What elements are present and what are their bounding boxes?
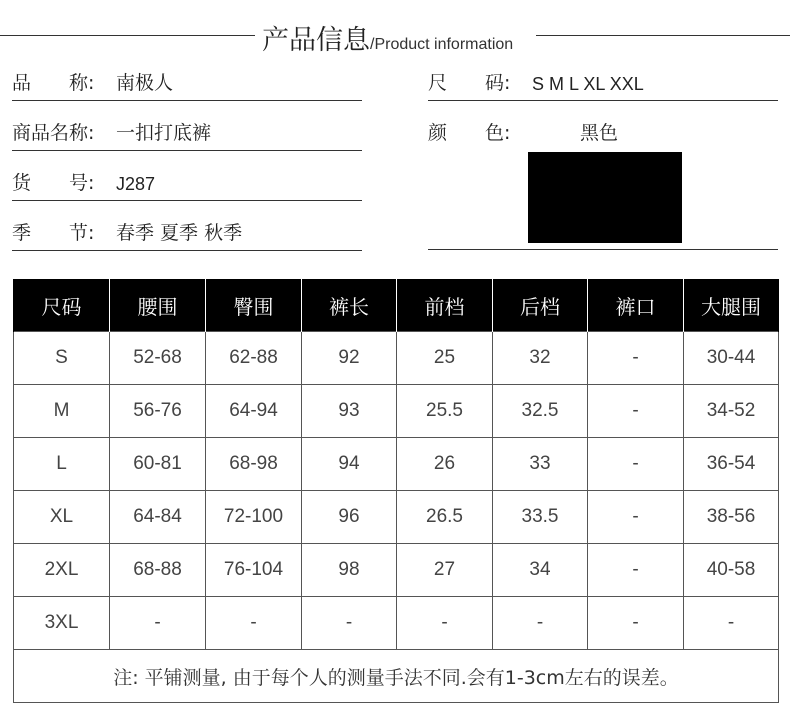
table-cell: 34 <box>493 544 588 597</box>
table-row <box>14 597 779 650</box>
header-waist: 腰围 <box>110 279 206 332</box>
info-season: 季 节: 春季 夏季 秋季 <box>12 214 362 251</box>
table-cell: - <box>493 597 588 650</box>
table-cell: 40-58 <box>684 544 779 597</box>
table-cell: 25.5 <box>397 385 493 438</box>
table-cell: 96 <box>302 491 397 544</box>
info-size: 尺 码: S M L XL XXL <box>428 64 778 101</box>
table-cell: M <box>14 385 110 438</box>
table-cell: 36-54 <box>684 438 779 491</box>
header-hem: 裤口 <box>588 279 684 332</box>
title-en: /Product information <box>370 36 514 53</box>
section-title <box>262 18 513 57</box>
info-item-number: 货 号: J287 <box>12 164 362 201</box>
table-cell: - <box>588 544 684 597</box>
table-cell: 26 <box>397 438 493 491</box>
table-cell: 94 <box>302 438 397 491</box>
table-cell: 56-76 <box>110 385 206 438</box>
header-rule-right <box>536 35 790 36</box>
brand-value: 南极人 <box>116 72 174 94</box>
color-row-rule <box>428 249 778 250</box>
table-cell: - <box>302 597 397 650</box>
header-back-rise: 后档 <box>493 279 588 332</box>
product-name-value: 一扣打底裤 <box>116 122 212 144</box>
table-cell: - <box>397 597 493 650</box>
info-product-name: 商品名称: 一扣打底裤 <box>12 114 362 151</box>
table-cell: - <box>588 385 684 438</box>
table-cell: - <box>110 597 206 650</box>
table-cell: 52-68 <box>110 332 206 385</box>
color-swatch <box>528 152 682 243</box>
color-value: 黑色 <box>580 122 619 144</box>
header-length: 裤长 <box>302 279 397 332</box>
size-table <box>13 279 779 703</box>
table-cell: S <box>14 332 110 385</box>
table-cell: 64-94 <box>206 385 302 438</box>
table-cell: 60-81 <box>110 438 206 491</box>
table-cell: - <box>684 597 779 650</box>
table-cell: - <box>588 438 684 491</box>
table-cell: XL <box>14 491 110 544</box>
info-color: 颜 色: 黑色 <box>428 114 778 150</box>
table-row <box>14 385 779 438</box>
table-cell: - <box>588 597 684 650</box>
table-cell: 64-84 <box>110 491 206 544</box>
table-cell: 32.5 <box>493 385 588 438</box>
table-cell: 68-98 <box>206 438 302 491</box>
table-cell: 72-100 <box>206 491 302 544</box>
table-cell: 68-88 <box>110 544 206 597</box>
table-cell: - <box>588 491 684 544</box>
table-cell: 27 <box>397 544 493 597</box>
table-cell: 2XL <box>14 544 110 597</box>
table-cell: 3XL <box>14 597 110 650</box>
item-number-value: J287 <box>116 174 156 194</box>
table-row <box>14 491 779 544</box>
header-hip: 臀围 <box>206 279 302 332</box>
table-cell: 93 <box>302 385 397 438</box>
table-cell: 26.5 <box>397 491 493 544</box>
table-cell: 38-56 <box>684 491 779 544</box>
header-rule-left <box>0 35 255 36</box>
table-header-row <box>14 279 779 332</box>
season-value: 春季 夏季 秋季 <box>116 222 243 244</box>
section-header <box>0 18 790 56</box>
table-row <box>14 438 779 491</box>
table-note-row <box>14 650 779 703</box>
table-cell: 30-44 <box>684 332 779 385</box>
table-cell: - <box>206 597 302 650</box>
table-row <box>14 332 779 385</box>
table-cell: 33.5 <box>493 491 588 544</box>
header-thigh: 大腿围 <box>684 279 779 332</box>
table-cell: 92 <box>302 332 397 385</box>
table-cell: L <box>14 438 110 491</box>
table-row <box>14 544 779 597</box>
info-brand: 品 称: 南极人 <box>12 64 362 101</box>
table-cell: 33 <box>493 438 588 491</box>
size-value: S M L XL XXL <box>532 74 644 94</box>
table-cell: 98 <box>302 544 397 597</box>
title-cn: 产品信息 <box>262 25 370 56</box>
table-cell: 34-52 <box>684 385 779 438</box>
table-cell: 25 <box>397 332 493 385</box>
header-front-rise: 前档 <box>397 279 493 332</box>
header-size: 尺码 <box>14 279 110 332</box>
table-cell: - <box>588 332 684 385</box>
table-cell: 62-88 <box>206 332 302 385</box>
measurement-note: 注: 平铺测量, 由于每个人的测量手法不同.会有1-3cm左右的误差。 <box>14 650 779 703</box>
table-cell: 32 <box>493 332 588 385</box>
table-cell: 76-104 <box>206 544 302 597</box>
